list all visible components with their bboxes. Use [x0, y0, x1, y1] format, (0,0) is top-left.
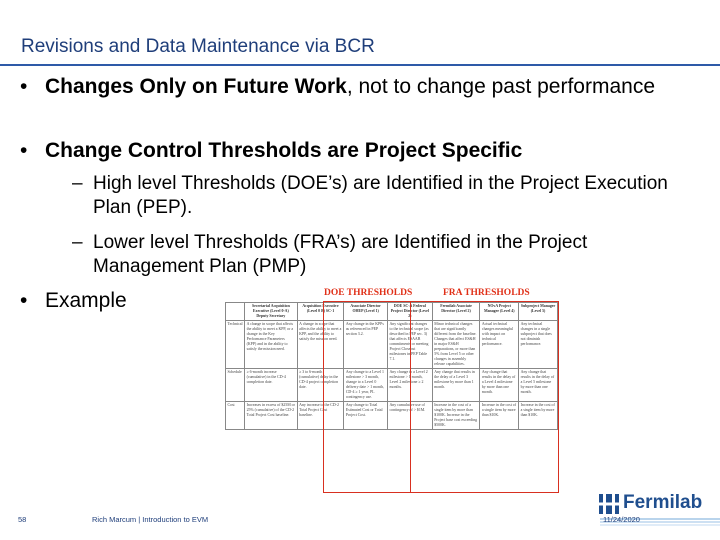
table-header-cell: DOE SC-A Federal Project Director (Level 2) [388, 303, 433, 321]
table-header-cell: Secretarial Acquisition Executive (Level 0-A) Deputy Secretary [245, 303, 298, 321]
table-cell: Any change that results in the delay of a Level 5 milestone by more than one month. [519, 369, 558, 402]
threshold-table-image [225, 288, 560, 493]
table-cell: A change in scope that affects the ability to meet a KPP, and the ability to satisfy the mission need. [297, 321, 344, 369]
table-header-cell: NOvA Project Manager (Level 4) [480, 303, 519, 321]
table-cell: Actual technical changes meaningful with impact on technical performance. [480, 321, 519, 369]
bullet-marker: • [20, 289, 28, 312]
bullet-text [45, 138, 685, 164]
table-cell: Increase in the cost of a single item by more than $10K. [519, 402, 558, 430]
table-cell: Any change to a Level 2 milestone > 1 month, Level 2 milestone ≥ 2 months. [388, 369, 433, 402]
table-cell: Increase in the cost of a single item by more than $10K. [480, 402, 519, 430]
table-cell: Increase in the cost of a single item by more than $100K. Increase in the Project base cost exceeding $500K. [432, 402, 480, 430]
footer-date: 11/24/2020 [603, 515, 640, 524]
bullet-marker: • [20, 75, 28, 98]
table-cell: Any change in the KPPs as referenced in PEP section 3.2. [344, 321, 388, 369]
table-header-cell: Fermilab Associate Director (Level 2) [432, 303, 480, 321]
sub-bullet-marker: – [72, 232, 83, 253]
footer-page-number: 58 [18, 515, 27, 524]
footer-author: Rich Marcum | Introduction to EVM [92, 515, 209, 524]
fermilab-logo [599, 490, 711, 516]
bullet-bold-text: Changes Only on Future Work [45, 75, 347, 98]
table-cell: Increases in excess of $25M or 25% (cumulative) of the CD-2 Total Project Cost baseline. [245, 402, 298, 430]
sub-bullet-text: High level Thresholds (DOE’s) are Identified in the Project Execution Plan (PEP). [93, 173, 668, 218]
bullet-text [45, 74, 685, 100]
bullet-bold-text: Change Control Thresholds are Project Specific [45, 139, 523, 162]
threshold-table [225, 302, 558, 430]
table-cell: A change in scope that affects the ability to meet a KPP, or a change in the Key Performance Parameters (KPP) and in the ability to satisfy the mission need. [245, 321, 298, 369]
table-header-cell: Associate Director OHEP (Level 1) [344, 303, 388, 321]
bullet-marker: • [20, 139, 28, 162]
slide-title: Revisions and Data Maintenance via BCR [21, 36, 375, 57]
table-cell: Any change to Total Estimated Cost or Total Project Cost. [344, 402, 388, 430]
bullet-text: Example [45, 289, 127, 312]
sub-bullet-text: Lower level Thresholds (FRA’s) are Identified in the Project Management Plan (PMP) [93, 232, 588, 277]
table-row [226, 321, 558, 369]
fra-thresholds-label: FRA THRESHOLDS [443, 288, 530, 298]
table-row [226, 402, 558, 430]
table-header-cell: Subproject Manager (Level 5) [519, 303, 558, 321]
table-header-row [226, 303, 558, 321]
table-cell: Any change that results in the delay of a Level 3 milestone by more than 1 month. [432, 369, 480, 402]
table-header-cell [226, 303, 245, 321]
table-row-label: Schedule [226, 369, 245, 402]
bullet-rest-text: , not to change past performance [346, 75, 656, 98]
table-row [226, 369, 558, 402]
fermilab-logo-icon [599, 494, 619, 514]
doe-thresholds-label: DOE THRESHOLDS [324, 288, 413, 298]
table-row-label: Technical [226, 321, 245, 369]
table-cell: Minor technical changes that are significantly different from the baseline. Changes that affect ES&H in major ES&H preparations, or more than 5% from Level 5 or other changes in assembly release capabilities. [432, 321, 480, 369]
table-cell: ≥ 3 to 6-month (cumulative) delay in the CD-4 project completion date. [297, 369, 344, 402]
table-cell: Any cumulative use of contingency of > $1M. [388, 402, 433, 430]
sub-bullet-marker: – [72, 173, 83, 194]
table-cell: ≥ 6-month increase (cumulative) in the CD-4 completion date. [245, 369, 298, 402]
table-cell: Any technical changes in a single subproject that does not diminish performance. [519, 321, 558, 369]
table-row-label: Cost [226, 402, 245, 430]
table-cell: Any change to a Level 1 milestone > 3 month, change to a Level 0 delivery date > 1 month, CD-4 ≥ 1 year, PL contingency use. [344, 369, 388, 402]
table-cell: Any increase to the CD-2 Total Project Cost baseline. [297, 402, 344, 430]
table-header-cell: Acquisition Executive (Level 0 B) SC-1 [297, 303, 344, 321]
table-cell: Any change that results in the delay of a Level 4 milestone by more than one month. [480, 369, 519, 402]
title-rule [0, 64, 720, 66]
fermilab-wordmark: Fermilab [623, 492, 703, 513]
table-cell: Any significant changes to the technical scope (as described in PEP sec. 3) that affects ESAAB commitments or meeting Project Closeout milestones in PEP Table 7.1. [388, 321, 433, 369]
